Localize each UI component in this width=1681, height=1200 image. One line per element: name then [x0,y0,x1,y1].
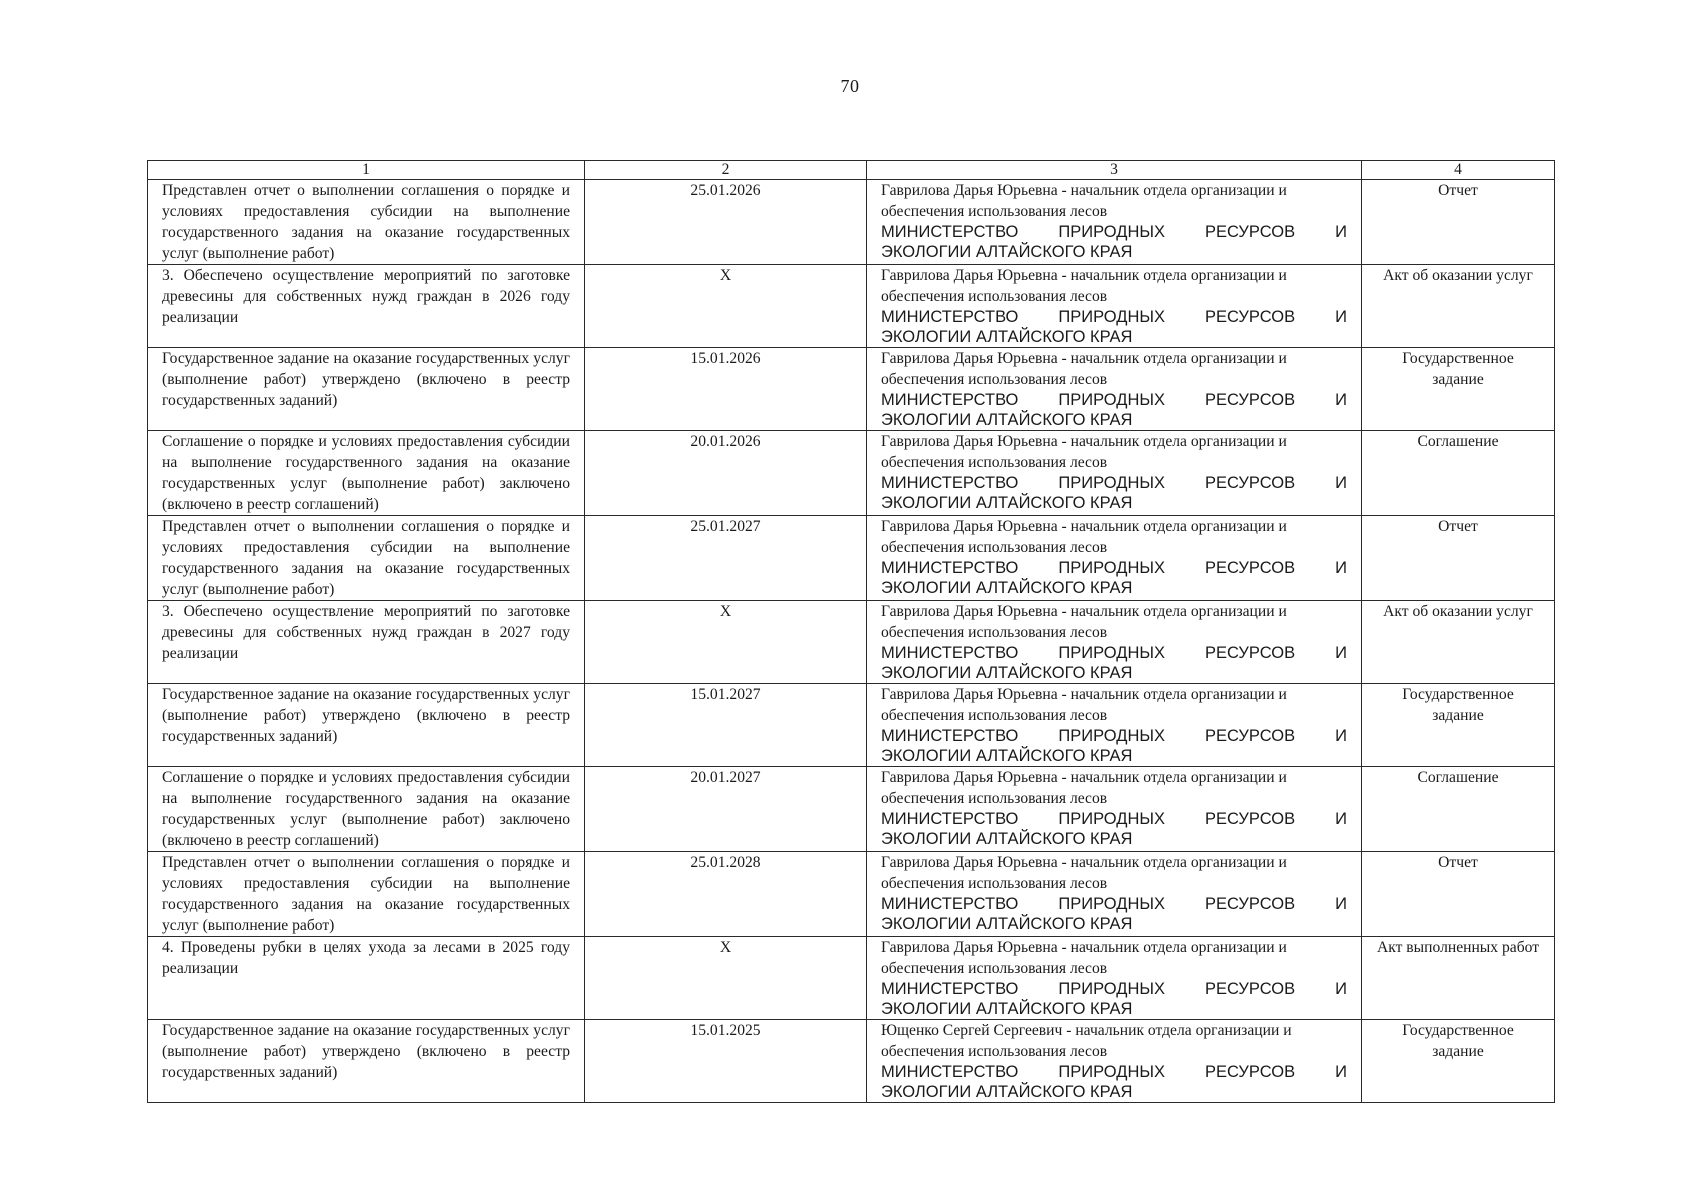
table-row [148,431,1555,516]
ministry-name-cont: ЭКОЛОГИИ АЛТАЙСКОГО КРАЯ [881,915,1133,933]
ministry-name-cont: ЭКОЛОГИИ АЛТАЙСКОГО КРАЯ [881,1000,1133,1018]
event-cell: 3. Обеспечено осуществление мероприятий по заготовке древесины для собственных нужд граждан в 2027 году реализации [148,601,585,684]
header-cell: 3 [867,161,1362,180]
ministry-name: МИНИСТЕРСТВО ПРИРОДНЫХ РЕСУРСОВ И [881,391,1347,409]
date-cell: X [585,265,867,348]
document-cell: Акт об оказании услуг [1362,601,1555,684]
event-cell: Соглашение о порядке и условиях предоставления субсидии на выполнение государственного задания на оказание государственных услуг (выполнение работ) заключено (включено в реестр соглашений) [148,767,585,852]
responsible-person: Ющенко Сергей Сергеевич - начальник отдела организации и обеспечения использования лесов [881,1022,1292,1060]
event-cell: 4. Проведены рубки в целях ухода за лесами в 2025 году реализации [148,937,585,1020]
header-cell: 2 [585,161,867,180]
responsible-cell [867,180,1362,265]
event-cell: Государственное задание на оказание государственных услуг (выполнение работ) утверждено (включено в реестр государственных заданий) [148,348,585,431]
date-cell: 15.01.2027 [585,684,867,767]
date-cell: 15.01.2025 [585,1020,867,1103]
ministry-name: МИНИСТЕРСТВО ПРИРОДНЫХ РЕСУРСОВ И [881,1063,1347,1081]
header-cell: 1 [148,161,585,180]
document-cell: Государственное задание [1362,684,1555,767]
date-cell: 25.01.2027 [585,516,867,601]
responsible-cell [867,852,1362,937]
responsible-cell [867,937,1362,1020]
table-row [148,516,1555,601]
ministry-name: МИНИСТЕРСТВО ПРИРОДНЫХ РЕСУРСОВ И [881,644,1347,662]
event-cell: Представлен отчет о выполнении соглашения о порядке и условиях предоставления субсидии на выполнение государственного задания на оказание государственных услуг (выполнение работ) [148,852,585,937]
table-row [148,601,1555,684]
responsible-cell [867,265,1362,348]
ministry-name-cont: ЭКОЛОГИИ АЛТАЙСКОГО КРАЯ [881,494,1133,512]
document-cell: Государственное задание [1362,348,1555,431]
date-cell: 20.01.2027 [585,767,867,852]
document-cell: Отчет [1362,180,1555,265]
responsible-person: Гаврилова Дарья Юрьевна - начальник отдела организации и обеспечения использования лесов [881,518,1287,556]
document-cell: Соглашение [1362,767,1555,852]
ministry-name: МИНИСТЕРСТВО ПРИРОДНЫХ РЕСУРСОВ И [881,895,1347,913]
document-cell: Государственное задание [1362,1020,1555,1103]
table-row [148,180,1555,265]
date-cell: 15.01.2026 [585,348,867,431]
responsible-cell [867,601,1362,684]
ministry-name: МИНИСТЕРСТВО ПРИРОДНЫХ РЕСУРСОВ И [881,727,1347,745]
table-row [148,265,1555,348]
ministry-name: МИНИСТЕРСТВО ПРИРОДНЫХ РЕСУРСОВ И [881,980,1347,998]
header-row [148,161,1555,180]
responsible-cell [867,684,1362,767]
table-row [148,348,1555,431]
table-row [148,767,1555,852]
ministry-name: МИНИСТЕРСТВО ПРИРОДНЫХ РЕСУРСОВ И [881,223,1347,241]
date-cell: X [585,601,867,684]
event-cell: Представлен отчет о выполнении соглашения о порядке и условиях предоставления субсидии на выполнение государственного задания на оказание государственных услуг (выполнение работ) [148,516,585,601]
date-cell: 25.01.2028 [585,852,867,937]
ministry-name: МИНИСТЕРСТВО ПРИРОДНЫХ РЕСУРСОВ И [881,474,1347,492]
table-row [148,684,1555,767]
responsible-person: Гаврилова Дарья Юрьевна - начальник отдела организации и обеспечения использования лесов [881,603,1287,641]
responsible-cell [867,767,1362,852]
responsible-person: Гаврилова Дарья Юрьевна - начальник отдела организации и обеспечения использования лесов [881,433,1287,471]
responsible-person: Гаврилова Дарья Юрьевна - начальник отдела организации и обеспечения использования лесов [881,854,1287,892]
responsible-person: Гаврилова Дарья Юрьевна - начальник отдела организации и обеспечения использования лесов [881,769,1287,807]
ministry-name-cont: ЭКОЛОГИИ АЛТАЙСКОГО КРАЯ [881,579,1133,597]
header-cell: 4 [1362,161,1555,180]
table-row [148,852,1555,937]
document-cell: Отчет [1362,852,1555,937]
event-cell: Государственное задание на оказание государственных услуг (выполнение работ) утверждено (включено в реестр государственных заданий) [148,1020,585,1103]
responsible-cell [867,1020,1362,1103]
table-row [148,937,1555,1020]
ministry-name-cont: ЭКОЛОГИИ АЛТАЙСКОГО КРАЯ [881,664,1133,682]
plan-table [147,160,1555,1103]
responsible-cell [867,348,1362,431]
event-cell: Соглашение о порядке и условиях предоставления субсидии на выполнение государственного задания на оказание государственных услуг (выполнение работ) заключено (включено в реестр соглашений) [148,431,585,516]
ministry-name-cont: ЭКОЛОГИИ АЛТАЙСКОГО КРАЯ [881,830,1133,848]
date-cell: 25.01.2026 [585,180,867,265]
event-cell: Государственное задание на оказание государственных услуг (выполнение работ) утверждено (включено в реестр государственных заданий) [148,684,585,767]
ministry-name-cont: ЭКОЛОГИИ АЛТАЙСКОГО КРАЯ [881,328,1133,346]
document-cell: Соглашение [1362,431,1555,516]
ministry-name: МИНИСТЕРСТВО ПРИРОДНЫХ РЕСУРСОВ И [881,308,1347,326]
responsible-person: Гаврилова Дарья Юрьевна - начальник отдела организации и обеспечения использования лесов [881,939,1287,977]
event-cell: Представлен отчет о выполнении соглашения о порядке и условиях предоставления субсидии на выполнение государственного задания на оказание государственных услуг (выполнение работ) [148,180,585,265]
document-cell: Отчет [1362,516,1555,601]
ministry-name: МИНИСТЕРСТВО ПРИРОДНЫХ РЕСУРСОВ И [881,559,1347,577]
responsible-person: Гаврилова Дарья Юрьевна - начальник отдела организации и обеспечения использования лесов [881,350,1287,388]
date-cell: X [585,937,867,1020]
responsible-person: Гаврилова Дарья Юрьевна - начальник отдела организации и обеспечения использования лесов [881,182,1287,220]
document-cell: Акт об оказании услуг [1362,265,1555,348]
responsible-person: Гаврилова Дарья Юрьевна - начальник отдела организации и обеспечения использования лесов [881,686,1287,724]
responsible-person: Гаврилова Дарья Юрьевна - начальник отдела организации и обеспечения использования лесов [881,267,1287,305]
responsible-cell [867,516,1362,601]
table-row [148,1020,1555,1103]
ministry-name-cont: ЭКОЛОГИИ АЛТАЙСКОГО КРАЯ [881,411,1133,429]
ministry-name: МИНИСТЕРСТВО ПРИРОДНЫХ РЕСУРСОВ И [881,810,1347,828]
event-cell: 3. Обеспечено осуществление мероприятий по заготовке древесины для собственных нужд граждан в 2026 году реализации [148,265,585,348]
ministry-name-cont: ЭКОЛОГИИ АЛТАЙСКОГО КРАЯ [881,1083,1133,1101]
ministry-name-cont: ЭКОЛОГИИ АЛТАЙСКОГО КРАЯ [881,747,1133,765]
date-cell: 20.01.2026 [585,431,867,516]
ministry-name-cont: ЭКОЛОГИИ АЛТАЙСКОГО КРАЯ [881,243,1133,261]
responsible-cell [867,431,1362,516]
page-number: 70 [840,76,860,96]
document-cell: Акт выполненных работ [1362,937,1555,1020]
